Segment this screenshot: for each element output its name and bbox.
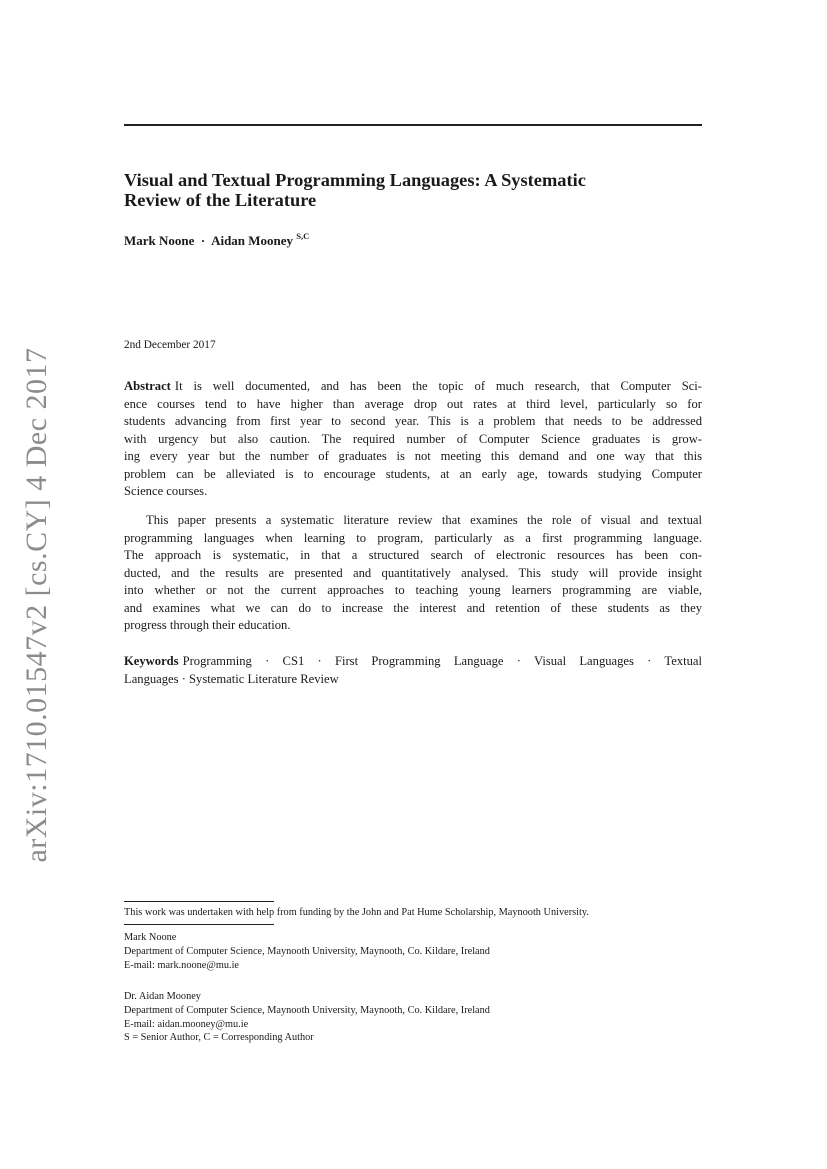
abstract-line: Science courses. (124, 484, 208, 498)
top-rule (124, 124, 702, 126)
abstract-line: Abstract It is well documented, and has been the topic of much research, that Computer Sci- (124, 379, 702, 393)
abstract-line: and examines what we can do to increase the interest and retention of these students as they (124, 600, 702, 615)
abstract-label: Abstract (124, 379, 171, 393)
author-name: Mark Noone (124, 233, 195, 248)
keywords-line: Languages · Systematic Literature Review (124, 671, 339, 686)
address-line: Department of Computer Science, Maynooth University, Maynooth, Co. Kildare, Ireland (124, 945, 490, 957)
abstract-line: ducted, and the results are presented and quantitatively analysed. This study will provide insight (124, 565, 702, 580)
abstract-line: with urgency but also caution. The required number of Computer Science graduates is grow- (124, 431, 702, 446)
abstract-line: The approach is systematic, in that a structured search of electronic resources has been con- (124, 548, 702, 562)
footnote-rule (124, 924, 274, 925)
author-address (124, 990, 490, 1045)
address-line: Dr. Aidan Mooney (124, 991, 201, 1002)
funding-footnote: This work was undertaken with help from funding by the John and Pat Hume Scholarship, Maynooth University. (124, 907, 589, 918)
author-name: Aidan Mooney (211, 233, 294, 248)
abstract-paragraph-2 (124, 512, 702, 635)
abstract-line: progress through their education. (124, 618, 291, 632)
address-line: Mark Noone (124, 932, 177, 943)
abstract-line: into whether or not the current approaches to teaching young learners programming are viable, (124, 583, 702, 597)
paper-date: 2nd December 2017 (124, 339, 216, 351)
author-role-superscript: S,C (296, 231, 310, 241)
abstract-line: programming languages when learning to program, particularly as a first programming language. (124, 530, 702, 545)
keywords-label: Keywords (124, 654, 179, 668)
footnote-rule (124, 901, 274, 902)
address-line: Department of Computer Science, Maynooth University, Maynooth, Co. Kildare, Ireland (124, 1004, 490, 1016)
author-address (124, 931, 490, 972)
arxiv-identifier-stamp: arXiv:1710.01547v2 [cs.CY] 4 Dec 2017 (20, 347, 53, 863)
abstract-line: ing every year but the number of graduates is not meeting this demand and one way that this (124, 449, 702, 463)
title-line: Review of the Literature (124, 190, 317, 210)
abstract (124, 378, 702, 501)
address-email: E-mail: mark.noone@mu.ie (124, 959, 239, 971)
author-separator: · (200, 233, 206, 248)
address-email: E-mail: aidan.mooney@mu.ie (124, 1018, 249, 1030)
abstract-line: students advancing from first year to second year. This is a problem that needs to be addressed (124, 414, 702, 428)
abstract-line: problem can be alleviated is to encourage students, at an early age, towards studying Computer (124, 466, 702, 481)
title-line: Visual and Textual Programming Languages: A Systematic (124, 170, 586, 190)
keywords (124, 653, 702, 688)
keywords-line: Keywords Programming · CS1 · First Programming Language · Visual Languages · Textual (124, 654, 702, 668)
abstract-line: This paper presents a systematic literature review that examines the role of visual and textual (146, 513, 702, 527)
author-role-note: S = Senior Author, C = Corresponding Author (124, 1032, 314, 1044)
paper-title (124, 170, 704, 210)
abstract-line: ence courses tend to have higher than average drop out rates at third level, particularly so for (124, 396, 702, 411)
author-list (124, 233, 309, 249)
